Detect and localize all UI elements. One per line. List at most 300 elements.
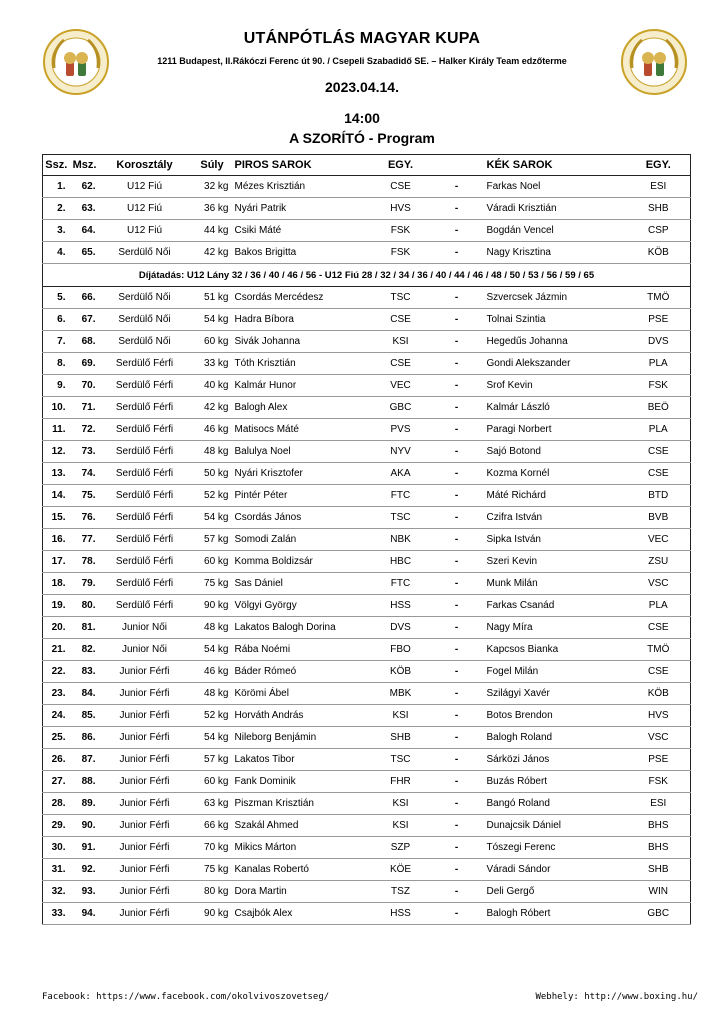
red-corner-name: Hadra Bíbora [235, 309, 375, 331]
table-row [43, 749, 691, 771]
match-number: 63. [70, 198, 100, 220]
bouts-before-award [43, 176, 691, 264]
red-corner-club: PVS [375, 419, 427, 441]
bout-number: 21. [43, 639, 70, 661]
red-corner-name: Csiki Máté [235, 220, 375, 242]
red-corner-name: Dora Martin [235, 881, 375, 903]
weight-class: 80 kg [190, 881, 235, 903]
bout-number: 29. [43, 815, 70, 837]
age-category: Junior Férfi [100, 903, 190, 925]
blue-corner-name: Fogel Milán [487, 661, 627, 683]
red-corner-name: Csordás János [235, 507, 375, 529]
red-corner-name: Mézes Krisztián [235, 176, 375, 198]
weight-class: 48 kg [190, 441, 235, 463]
match-number: 81. [70, 617, 100, 639]
age-category: Junior Férfi [100, 727, 190, 749]
blue-corner-club: PLA [627, 353, 691, 375]
age-category: Serdülő Férfi [100, 397, 190, 419]
bout-number: 13. [43, 463, 70, 485]
bout-number: 32. [43, 881, 70, 903]
bout-number: 19. [43, 595, 70, 617]
match-number: 93. [70, 881, 100, 903]
versus-separator: - [427, 903, 487, 925]
col-header-msz: Msz. [70, 155, 100, 176]
red-corner-name: Rába Noémi [235, 639, 375, 661]
age-category: Junior Női [100, 617, 190, 639]
age-category: Serdülő Férfi [100, 595, 190, 617]
match-number: 91. [70, 837, 100, 859]
table-row [43, 375, 691, 397]
age-category: Serdülő Férfi [100, 375, 190, 397]
weight-class: 46 kg [190, 419, 235, 441]
match-number: 78. [70, 551, 100, 573]
blue-corner-name: Szeri Kevin [487, 551, 627, 573]
event-date: 2023.04.14. [325, 79, 399, 95]
col-header-blue-corner: KÉK SAROK [487, 155, 627, 176]
table-row [43, 441, 691, 463]
blue-corner-club: KÖB [627, 242, 691, 264]
bout-number: 27. [43, 771, 70, 793]
red-corner-club: KSI [375, 331, 427, 353]
table-row [43, 309, 691, 331]
age-category: Serdülő Női [100, 242, 190, 264]
age-category: Junior Férfi [100, 749, 190, 771]
red-corner-name: Csajbók Alex [235, 903, 375, 925]
red-corner-club: TSC [375, 749, 427, 771]
col-header-category: Korosztály [100, 155, 190, 176]
match-number: 88. [70, 771, 100, 793]
weight-class: 44 kg [190, 220, 235, 242]
table-row [43, 507, 691, 529]
versus-separator: - [427, 353, 487, 375]
blue-corner-name: Nagy Míra [487, 617, 627, 639]
blue-corner-name: Kozma Kornél [487, 463, 627, 485]
bout-number: 6. [43, 309, 70, 331]
versus-separator: - [427, 485, 487, 507]
red-corner-club: KSI [375, 705, 427, 727]
blue-corner-club: ZSU [627, 551, 691, 573]
blue-corner-name: Gondi Alekszander [487, 353, 627, 375]
match-number: 83. [70, 661, 100, 683]
bout-number: 2. [43, 198, 70, 220]
weight-class: 54 kg [190, 309, 235, 331]
red-corner-name: Mikics Márton [235, 837, 375, 859]
bout-number: 24. [43, 705, 70, 727]
red-corner-name: Nileborg Benjámin [235, 727, 375, 749]
age-category: Junior Férfi [100, 705, 190, 727]
versus-separator: - [427, 551, 487, 573]
weight-class: 70 kg [190, 837, 235, 859]
match-number: 68. [70, 331, 100, 353]
red-corner-club: FSK [375, 242, 427, 264]
match-number: 74. [70, 463, 100, 485]
match-number: 79. [70, 573, 100, 595]
blue-corner-club: GBC [627, 903, 691, 925]
table-row [43, 595, 691, 617]
match-number: 73. [70, 441, 100, 463]
bout-schedule-table [42, 154, 691, 925]
match-number: 92. [70, 859, 100, 881]
col-header-red-club: EGY. [375, 155, 427, 176]
col-header-ssz: Ssz. [43, 155, 70, 176]
bout-number: 1. [43, 176, 70, 198]
blue-corner-name: Bogdán Vencel [487, 220, 627, 242]
event-time: 14:00 [344, 110, 380, 126]
blue-corner-name: Máté Richárd [487, 485, 627, 507]
table-header-row [43, 155, 691, 176]
blue-corner-name: Kapcsos Bianka [487, 639, 627, 661]
weight-class: 57 kg [190, 529, 235, 551]
table-row [43, 176, 691, 198]
table-row [43, 242, 691, 264]
age-category: Serdülő Női [100, 331, 190, 353]
red-corner-name: Bakos Brigitta [235, 242, 375, 264]
blue-corner-club: TMÖ [627, 287, 691, 309]
bout-number: 17. [43, 551, 70, 573]
versus-separator: - [427, 705, 487, 727]
table-row [43, 617, 691, 639]
table-row [43, 903, 691, 925]
red-corner-club: TSZ [375, 881, 427, 903]
blue-corner-name: Kalmár László [487, 397, 627, 419]
age-category: Serdülő Férfi [100, 419, 190, 441]
table-row [43, 463, 691, 485]
weight-class: 90 kg [190, 903, 235, 925]
blue-corner-name: Tószegi Ferenc [487, 837, 627, 859]
blue-corner-club: WIN [627, 881, 691, 903]
table-row [43, 198, 691, 220]
red-corner-name: Báder Rómeó [235, 661, 375, 683]
table-row [43, 881, 691, 903]
blue-corner-name: Paragi Norbert [487, 419, 627, 441]
blue-corner-club: CSP [627, 220, 691, 242]
versus-separator: - [427, 331, 487, 353]
age-category: Serdülő Női [100, 309, 190, 331]
blue-corner-club: BTD [627, 485, 691, 507]
match-number: 67. [70, 309, 100, 331]
red-corner-club: NBK [375, 529, 427, 551]
red-corner-name: Horváth András [235, 705, 375, 727]
match-number: 80. [70, 595, 100, 617]
table-row [43, 485, 691, 507]
versus-separator: - [427, 441, 487, 463]
match-number: 69. [70, 353, 100, 375]
match-number: 65. [70, 242, 100, 264]
red-corner-club: FTC [375, 573, 427, 595]
bout-number: 26. [43, 749, 70, 771]
blue-corner-club: BVB [627, 507, 691, 529]
red-corner-club: HBC [375, 551, 427, 573]
red-corner-name: Kanalas Robertó [235, 859, 375, 881]
table-row [43, 573, 691, 595]
award-ceremony-text: Díjátadás: U12 Lány 32 / 36 / 40 / 46 / 56 - U12 Fiú 28 / 32 / 34 / 36 / 40 / 44 / 46 / 48 / 50 / 53 / 56 / 59 / 65 [43, 264, 691, 287]
weight-class: 40 kg [190, 375, 235, 397]
bout-number: 5. [43, 287, 70, 309]
blue-corner-name: Farkas Csanád [487, 595, 627, 617]
red-corner-club: GBC [375, 397, 427, 419]
weight-class: 60 kg [190, 331, 235, 353]
red-corner-name: Nyári Patrik [235, 198, 375, 220]
blue-corner-name: Deli Gergő [487, 881, 627, 903]
red-corner-club: KÖE [375, 859, 427, 881]
blue-corner-name: Czifra István [487, 507, 627, 529]
versus-separator: - [427, 242, 487, 264]
weight-class: 90 kg [190, 595, 235, 617]
blue-corner-club: TMÖ [627, 639, 691, 661]
table-row [43, 529, 691, 551]
versus-separator: - [427, 683, 487, 705]
weight-class: 48 kg [190, 683, 235, 705]
red-corner-club: SHB [375, 727, 427, 749]
blue-corner-club: CSE [627, 617, 691, 639]
age-category: Serdülő Férfi [100, 353, 190, 375]
bout-number: 23. [43, 683, 70, 705]
versus-separator: - [427, 595, 487, 617]
blue-corner-name: Tolnai Szintia [487, 309, 627, 331]
age-category: Serdülő Férfi [100, 529, 190, 551]
versus-separator: - [427, 507, 487, 529]
red-corner-club: SZP [375, 837, 427, 859]
bout-number: 3. [43, 220, 70, 242]
blue-corner-name: Sipka István [487, 529, 627, 551]
bout-number: 7. [43, 331, 70, 353]
blue-corner-name: Nagy Krisztina [487, 242, 627, 264]
blue-corner-club: PSE [627, 749, 691, 771]
red-corner-club: VEC [375, 375, 427, 397]
red-corner-club: FBO [375, 639, 427, 661]
red-corner-club: FTC [375, 485, 427, 507]
red-corner-name: Balulya Noel [235, 441, 375, 463]
bout-number: 8. [43, 353, 70, 375]
blue-corner-name: Botos Brendon [487, 705, 627, 727]
blue-corner-name: Sárközi János [487, 749, 627, 771]
blue-corner-club: SHB [627, 198, 691, 220]
bout-number: 11. [43, 419, 70, 441]
table-row [43, 639, 691, 661]
match-number: 72. [70, 419, 100, 441]
match-number: 62. [70, 176, 100, 198]
bout-number: 12. [43, 441, 70, 463]
blue-corner-club: VSC [627, 727, 691, 749]
program-title: A SZORÍTÓ - Program [289, 130, 435, 146]
versus-separator: - [427, 419, 487, 441]
age-category: U12 Fiú [100, 198, 190, 220]
red-corner-club: CSE [375, 176, 427, 198]
weight-class: 57 kg [190, 749, 235, 771]
red-corner-club: MBK [375, 683, 427, 705]
red-corner-club: NYV [375, 441, 427, 463]
match-number: 75. [70, 485, 100, 507]
age-category: Serdülő Férfi [100, 463, 190, 485]
table-row [43, 397, 691, 419]
weight-class: 52 kg [190, 485, 235, 507]
age-category: Junior Férfi [100, 837, 190, 859]
weight-class: 36 kg [190, 198, 235, 220]
blue-corner-name: Szvercsek Jázmin [487, 287, 627, 309]
blue-corner-club: BEÖ [627, 397, 691, 419]
versus-separator: - [427, 749, 487, 771]
blue-corner-name: Balogh Róbert [487, 903, 627, 925]
blue-corner-club: PSE [627, 309, 691, 331]
weight-class: 52 kg [190, 705, 235, 727]
red-corner-name: Matisocs Máté [235, 419, 375, 441]
bout-number: 9. [43, 375, 70, 397]
blue-corner-name: Hegedűs Johanna [487, 331, 627, 353]
blue-corner-name: Farkas Noel [487, 176, 627, 198]
weight-class: 50 kg [190, 463, 235, 485]
blue-corner-club: ESI [627, 176, 691, 198]
match-number: 64. [70, 220, 100, 242]
table-row [43, 683, 691, 705]
versus-separator: - [427, 309, 487, 331]
bout-number: 25. [43, 727, 70, 749]
versus-separator: - [427, 573, 487, 595]
venue-address: 1211 Budapest, II.Rákóczi Ferenc út 90. / Csepeli Szabadidő SE. – Halker Király Team edzőterme [157, 56, 567, 66]
red-corner-name: Sivák Johanna [235, 331, 375, 353]
red-corner-name: Sas Dániel [235, 573, 375, 595]
blue-corner-club: KÖB [627, 683, 691, 705]
weight-class: 75 kg [190, 573, 235, 595]
weight-class: 54 kg [190, 507, 235, 529]
red-corner-name: Balogh Alex [235, 397, 375, 419]
red-corner-club: FHR [375, 771, 427, 793]
age-category: Junior Férfi [100, 881, 190, 903]
weight-class: 42 kg [190, 397, 235, 419]
match-number: 90. [70, 815, 100, 837]
weight-class: 54 kg [190, 727, 235, 749]
age-category: Junior Férfi [100, 683, 190, 705]
age-category: Junior Férfi [100, 661, 190, 683]
red-corner-club: HSS [375, 595, 427, 617]
blue-corner-club: CSE [627, 441, 691, 463]
versus-separator: - [427, 375, 487, 397]
document-title: UTÁNPÓTLÁS MAGYAR KUPA [243, 30, 481, 47]
table-row [43, 771, 691, 793]
age-category: Junior Férfi [100, 793, 190, 815]
red-corner-club: AKA [375, 463, 427, 485]
versus-separator: - [427, 771, 487, 793]
versus-separator: - [427, 287, 487, 309]
age-category: Serdülő Férfi [100, 441, 190, 463]
bout-number: 28. [43, 793, 70, 815]
bout-number: 22. [43, 661, 70, 683]
blue-corner-club: BHS [627, 815, 691, 837]
weight-class: 32 kg [190, 176, 235, 198]
weight-class: 60 kg [190, 771, 235, 793]
blue-corner-name: Sajó Botond [487, 441, 627, 463]
blue-corner-name: Bangó Roland [487, 793, 627, 815]
col-header-blue-club: EGY. [627, 155, 691, 176]
weight-class: 33 kg [190, 353, 235, 375]
blue-corner-club: HVS [627, 705, 691, 727]
age-category: Serdülő Férfi [100, 485, 190, 507]
red-corner-name: Völgyi György [235, 595, 375, 617]
red-corner-club: KSI [375, 815, 427, 837]
versus-separator: - [427, 463, 487, 485]
bout-number: 15. [43, 507, 70, 529]
weight-class: 42 kg [190, 242, 235, 264]
age-category: U12 Fiú [100, 220, 190, 242]
match-number: 77. [70, 529, 100, 551]
versus-separator: - [427, 176, 487, 198]
versus-separator: - [427, 198, 487, 220]
age-category: Serdülő Férfi [100, 573, 190, 595]
blue-corner-name: Balogh Roland [487, 727, 627, 749]
weight-class: 54 kg [190, 639, 235, 661]
red-corner-club: CSE [375, 353, 427, 375]
age-category: U12 Fiú [100, 176, 190, 198]
bout-number: 20. [43, 617, 70, 639]
blue-corner-club: ESI [627, 793, 691, 815]
blue-corner-club: BHS [627, 837, 691, 859]
red-corner-name: Kalmár Hunor [235, 375, 375, 397]
match-number: 85. [70, 705, 100, 727]
blue-corner-name: Szilágyi Xavér [487, 683, 627, 705]
match-number: 94. [70, 903, 100, 925]
bout-number: 10. [43, 397, 70, 419]
footer-facebook-link[interactable]: Facebook: https://www.facebook.com/okolvivoszovetseg/ [42, 992, 330, 1002]
table-row [43, 837, 691, 859]
red-corner-club: KÖB [375, 661, 427, 683]
table-row [43, 551, 691, 573]
red-corner-name: Lakatos Balogh Dorina [235, 617, 375, 639]
match-number: 70. [70, 375, 100, 397]
match-number: 89. [70, 793, 100, 815]
bout-number: 4. [43, 242, 70, 264]
red-corner-club: TSC [375, 507, 427, 529]
match-number: 66. [70, 287, 100, 309]
versus-separator: - [427, 529, 487, 551]
blue-corner-club: FSK [627, 771, 691, 793]
table-row [43, 815, 691, 837]
weight-class: 51 kg [190, 287, 235, 309]
red-corner-name: Nyári Krisztofer [235, 463, 375, 485]
blue-corner-club: DVS [627, 331, 691, 353]
versus-separator: - [427, 661, 487, 683]
table-row [43, 331, 691, 353]
blue-corner-club: CSE [627, 661, 691, 683]
age-category: Junior Férfi [100, 859, 190, 881]
match-number: 82. [70, 639, 100, 661]
bout-number: 16. [43, 529, 70, 551]
col-header-weight: Súly [190, 155, 235, 176]
red-corner-name: Somodi Zalán [235, 529, 375, 551]
col-header-red-corner: PIROS SAROK [235, 155, 375, 176]
blue-corner-name: Buzás Róbert [487, 771, 627, 793]
weight-class: 48 kg [190, 617, 235, 639]
blue-corner-name: Dunajcsik Dániel [487, 815, 627, 837]
bouts-after-award [43, 287, 691, 925]
age-category: Serdülő Női [100, 287, 190, 309]
red-corner-club: HVS [375, 198, 427, 220]
weight-class: 66 kg [190, 815, 235, 837]
footer-website-link[interactable]: Webhely: http://www.boxing.hu/ [535, 992, 698, 1002]
weight-class: 60 kg [190, 551, 235, 573]
age-category: Serdülő Férfi [100, 507, 190, 529]
age-category: Junior Női [100, 639, 190, 661]
table-row [43, 661, 691, 683]
bout-number: 14. [43, 485, 70, 507]
red-corner-club: KSI [375, 793, 427, 815]
table-row [43, 419, 691, 441]
bout-number: 33. [43, 903, 70, 925]
weight-class: 46 kg [190, 661, 235, 683]
blue-corner-club: FSK [627, 375, 691, 397]
age-category: Junior Férfi [100, 815, 190, 837]
versus-separator: - [427, 859, 487, 881]
match-number: 87. [70, 749, 100, 771]
versus-separator: - [427, 639, 487, 661]
